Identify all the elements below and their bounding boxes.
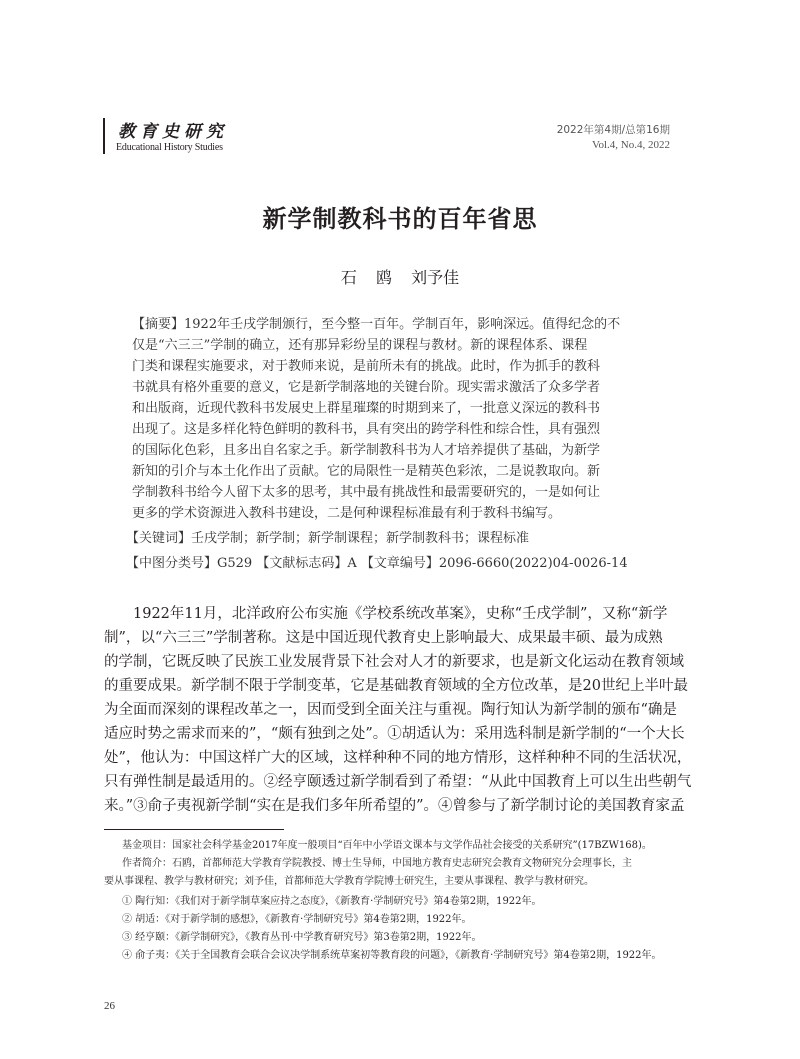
abstract-line: 更多的学术资源进入教科书建设，二是何种课程标准最有利于教科书编写。 [132,506,562,521]
body-line: 的重要成果。新学制不限于学制变革，它是基础教育领域的全方位改革，是20世纪上半叶最 [104,678,688,694]
issue-info-cn: 2022年第4期/总第16期 [556,124,670,136]
abstract-line: 【摘要】1922年壬戌学制颁行，至今整一百年。学制百年，影响深远。值得纪念的不 [132,317,621,332]
abstract-line: 新知的引介与本土化作出了贡献。它的局限性一是精英色彩浓，二是说教取向。新 [132,464,601,479]
footnote-line: ④ 俞子夷：《关于全国教育会联合会议决学制系统草案初等教育段的问题》，《新教育·学制研究号》第4卷第2期，1922年。 [122,950,662,961]
footnote-line: ① 陶行知：《我们对于新学制草案应持之态度》，《新教育·学制研究号》第4卷第2期，1922年。 [122,896,542,907]
journal-title-cn: 教育史研究 [118,122,228,142]
abstract-line: 学制教科书给今人留下太多的思考，其中最有挑战性和最需要研究的，一是如何让 [132,485,601,500]
body-line: 来。”③俞子夷视新学制“实在是我们多年所希望的”。④曾参与了新学制讨论的美国教育家孟 [104,798,685,814]
page-number: 26 [104,1000,115,1012]
footnote-line: ③ 经亨颐：《新学制研究》，《教育丛刊·中学教育研究号》第3卷第2期，1922年。 [122,932,482,943]
body-line: 的学制，它既反映了民族工业发展背景下社会对人才的新要求，也是新文化运动在教育领域 [104,654,684,670]
classification-info: 【中图分类号】G529 【文献标志码】A 【文章编号】2096-6660(2022)04-0026-14 [126,556,628,571]
abstract-line: 仅是“六三三”学制的确立，还有那异彩纷呈的课程与教材。新的课程体系、课程 [132,338,588,353]
abstract-line: 门类和课程实施要求，对于教师来说，是前所未有的挑战。此时，作为抓手的教科 [132,359,601,374]
footnote-line: 作者简介：石鸥，首都师范大学教育学院教授、博士生导师，中国地方教育史志研究会教育文物研究分会理事长，主 [122,858,632,869]
journal-title-en: Educational History Studies [116,142,223,153]
body-line: 制”，以“六三三”学制著称。这是中国近现代教育史上影响最大、成果最丰硕、最为成熟 [104,630,663,646]
footnote-line: 基金项目：国家社会科学基金2017年度一般项目“百年中小学语文课本与文学作品社会接受的关系研究”(17BZW168)。 [122,840,652,851]
article-authors: 石 鸥 刘予佳 [340,268,460,287]
body-line: 适应时势之需求而来的”，“颇有独到之处”。①胡适认为：采用选科制是新学制的“一个大长 [104,726,685,742]
abstract-line: 的国际化色彩，且多出自名家之手。新学制教科书为人才培养提供了基础，为新学 [132,443,601,458]
article-title: 新学制教科书的百年省思 [262,205,538,233]
footnote-rule [104,829,284,830]
body-line: 只有弹性制是最适用的。②经亨颐透过新学制看到了希望：“从此中国教育上可以生出些朝气 [104,774,692,790]
header-rule [103,118,105,154]
issue-info-en: Vol.4, No.4, 2022 [591,139,670,151]
abstract-line: 和出版商，近现代教科书发展史上群星璀璨的时期到来了，一批意义深远的教科书 [132,401,601,416]
abstract-line: 书就具有格外重要的意义，它是新学制落地的关键台阶。现实需求激活了众多学者 [132,380,601,395]
body-line: 1922年11月，北洋政府公布实施《学校系统改革案》，史称“壬戌学制”，又称“新学 [133,606,668,622]
abstract-line: 出现了。这是多样化特色鲜明的教科书，具有突出的跨学科性和综合性，具有强烈 [132,422,601,437]
keywords: 【关键词】壬戌学制；新学制；新学制课程；新学制教科书；课程标准 [126,531,530,546]
footnote-line: ② 胡适：《对于新学制的感想》，《新教育·学制研究号》第4卷第2期，1922年。 [122,914,472,925]
footnote-line: 要从事课程、教学与教材研究；刘予佳，首都师范大学教育学院博士研究生，主要从事课程、教学与教材研究。 [104,876,594,887]
body-line: 为全面而深刻的课程改革之一，因而受到全面关注与重视。陶行知认为新学制的颁布“确是 [104,702,677,718]
body-line: 处”，他认为：中国这样广大的区域，这样种种不同的地方情形，这样种种不同的生活状况， [104,750,692,766]
